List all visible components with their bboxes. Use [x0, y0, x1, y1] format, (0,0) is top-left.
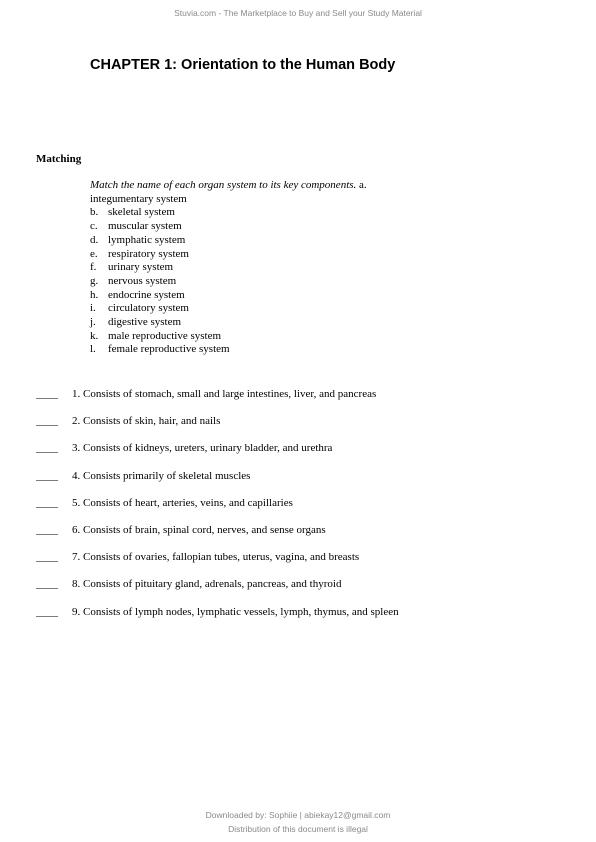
option-text: nervous system — [108, 274, 177, 287]
option-text: urinary system — [108, 261, 174, 274]
footer — [0, 808, 596, 836]
question-text: 6. Consists of brain, spinal cord, nerves, and sense organs — [72, 523, 326, 536]
option-item — [90, 206, 390, 220]
answer-blank[interactable]: ____ — [36, 469, 58, 482]
option-item — [90, 316, 390, 330]
answer-blank[interactable]: ____ — [36, 551, 58, 564]
option-item — [90, 248, 390, 262]
option-letter: i. — [90, 302, 96, 315]
option-letter: j. — [90, 316, 96, 329]
question-text: 9. Consists of lymph nodes, lymphatic vessels, lymph, thymus, and spleen — [72, 605, 399, 618]
option-text: endocrine system — [108, 288, 185, 301]
option-item — [90, 261, 390, 275]
chapter-title: CHAPTER 1: Orientation to the Human Body — [90, 57, 396, 73]
option-letter: b. — [90, 206, 99, 219]
option-item — [90, 289, 390, 303]
option-letter: k. — [90, 329, 99, 342]
option-text: digestive system — [108, 316, 182, 329]
question-text: 3. Consists of kidneys, ureters, urinary bladder, and urethra — [72, 442, 333, 455]
footer-distribution-notice: Distribution of this document is illegal — [228, 824, 368, 834]
option-item — [90, 275, 390, 289]
option-text: integumentary system — [90, 192, 187, 205]
option-letter: f. — [90, 261, 97, 274]
answer-blank[interactable]: ____ — [36, 442, 58, 455]
option-item — [90, 302, 390, 316]
answer-blank[interactable]: ____ — [36, 523, 58, 536]
answer-blank[interactable]: ____ — [36, 388, 58, 400]
answer-blank[interactable]: ____ — [36, 605, 58, 618]
watermark-header: Stuvia.com - The Marketplace to Buy and Sell your Study Material — [174, 8, 422, 18]
option-letter: c. — [90, 220, 98, 233]
option-letter: d. — [90, 233, 99, 246]
instructions-intro: Match the name of each organ system to its key components. — [90, 179, 357, 191]
instructions-block — [90, 179, 390, 357]
option-text: lymphatic system — [108, 233, 186, 246]
option-letter: g. — [90, 274, 99, 287]
question-text: 1. Consists of stomach, small and large intestines, liver, and pancreas — [72, 388, 377, 400]
answer-blank[interactable]: ____ — [36, 496, 58, 509]
option-item — [90, 343, 390, 357]
option-item — [90, 330, 390, 344]
option-item — [90, 234, 390, 248]
option-text: female reproductive system — [108, 343, 230, 356]
answer-blank[interactable]: ____ — [36, 578, 58, 591]
footer-downloaded-by: Downloaded by: Sophiie | abiekay12@gmail.com — [205, 810, 391, 820]
option-letter: e. — [90, 247, 98, 260]
instructions-first-line — [90, 179, 390, 193]
question-text: 2. Consists of skin, hair, and nails — [72, 415, 221, 428]
option-letter: l. — [90, 343, 96, 356]
option-text: respiratory system — [108, 247, 189, 260]
section-heading: Matching — [36, 153, 82, 165]
option-letter: h. — [90, 288, 99, 301]
option-letter: a. — [359, 179, 367, 191]
option-text: circulatory system — [108, 302, 189, 315]
option-item — [90, 220, 390, 234]
options-list — [90, 206, 390, 357]
answer-blank[interactable]: ____ — [36, 415, 58, 428]
question-text: 5. Consists of heart, arteries, veins, and capillaries — [72, 496, 293, 509]
option-text: skeletal system — [108, 206, 175, 219]
option-text: male reproductive system — [108, 329, 222, 342]
question-text: 8. Consists of pituitary gland, adrenals, pancreas, and thyroid — [72, 578, 342, 591]
question-text: 7. Consists of ovaries, fallopian tubes, uterus, vagina, and breasts — [72, 551, 360, 564]
option-text: muscular system — [108, 220, 182, 233]
question-text: 4. Consists primarily of skeletal muscles — [72, 469, 251, 482]
